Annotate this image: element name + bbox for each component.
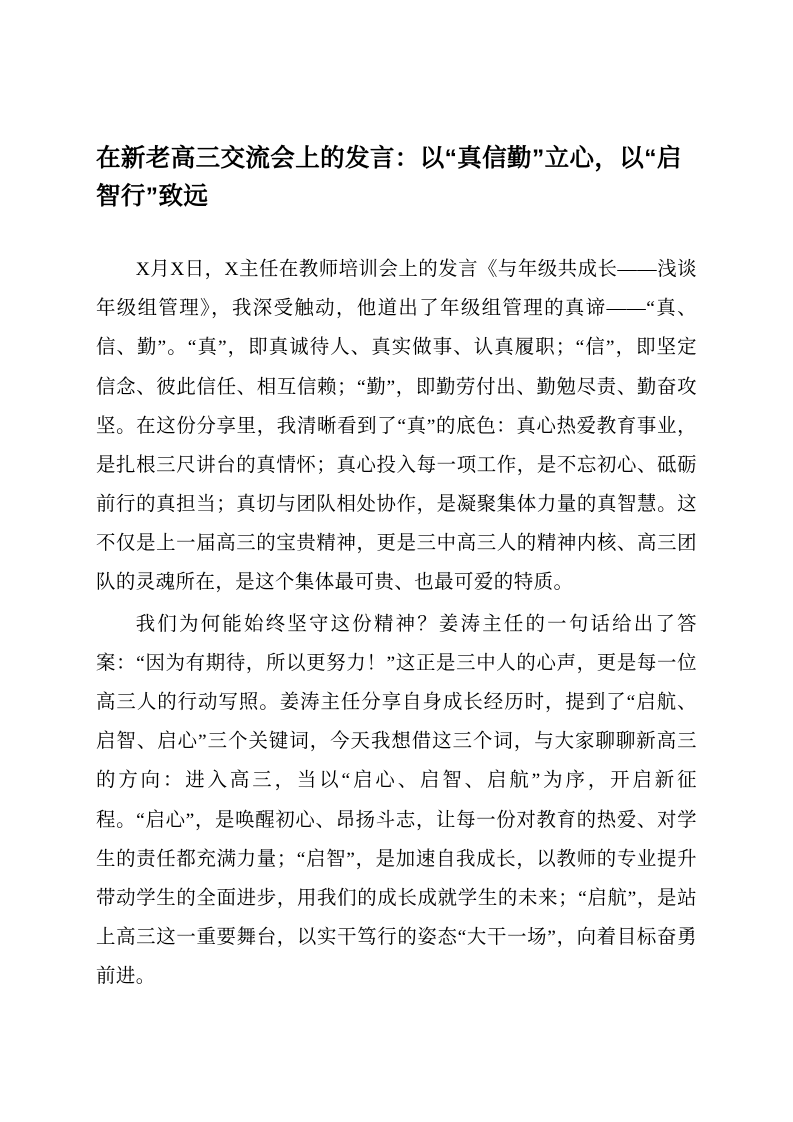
- document-body: [96, 250, 697, 997]
- paragraph-2: 我们为何能始终坚守这份精神？姜涛主任的一句话给出了答案：“因为有期待，所以更努力！”这正是三中人的心声，更是每一位高三人的行动写照。姜涛主任分享自身成长经历时，提到了“启航、启智、启心”三个关键词，今天我想借这三个词，与大家聊聊新高三的方向：进入高三，当以“启心、启智、启航”为序，开启新征程。“启心”，是唤醒初心、昂扬斗志，让每一份对教育的热爱、对学生的责任都充满力量；“启智”，是加速自我成长，以教师的专业提升带动学生的全面进步，用我们的成长成就学生的未来；“启航”，是站上高三这一重要舞台，以实干笃行的姿态“大干一场”，向着目标奋勇前进。: [96, 613, 697, 988]
- paragraph-1: X月X日，X主任在教师培训会上的发言《与年级共成长——浅谈年级组管理》，我深受触动，他道出了年级组管理的真谛——“真、信、勤”。“真”，即真诚待人、真实做事、认真履职；“信”，即坚定信念、彼此信任、相互信赖；“勤”，即勤劳付出、勤勉尽责、勤奋攻坚。在这份分享里，我清晰看到了“真”的底色：真心热爱教育事业，是扎根三尺讲台的真情怀；真心投入每一项工作，是不忘初心、砥砺前行的真担当；真切与团队相处协作，是凝聚集体力量的真智慧。这不仅是上一届高三的宝贵精神，更是三中高三人的精神内核、高三团队的灵魂所在，是这个集体最可贵、也最可爱的特质。: [96, 258, 697, 594]
- page-title: 在新老高三交流会上的发言：以“真信勤”立心，以“启智行”致远: [96, 145, 682, 210]
